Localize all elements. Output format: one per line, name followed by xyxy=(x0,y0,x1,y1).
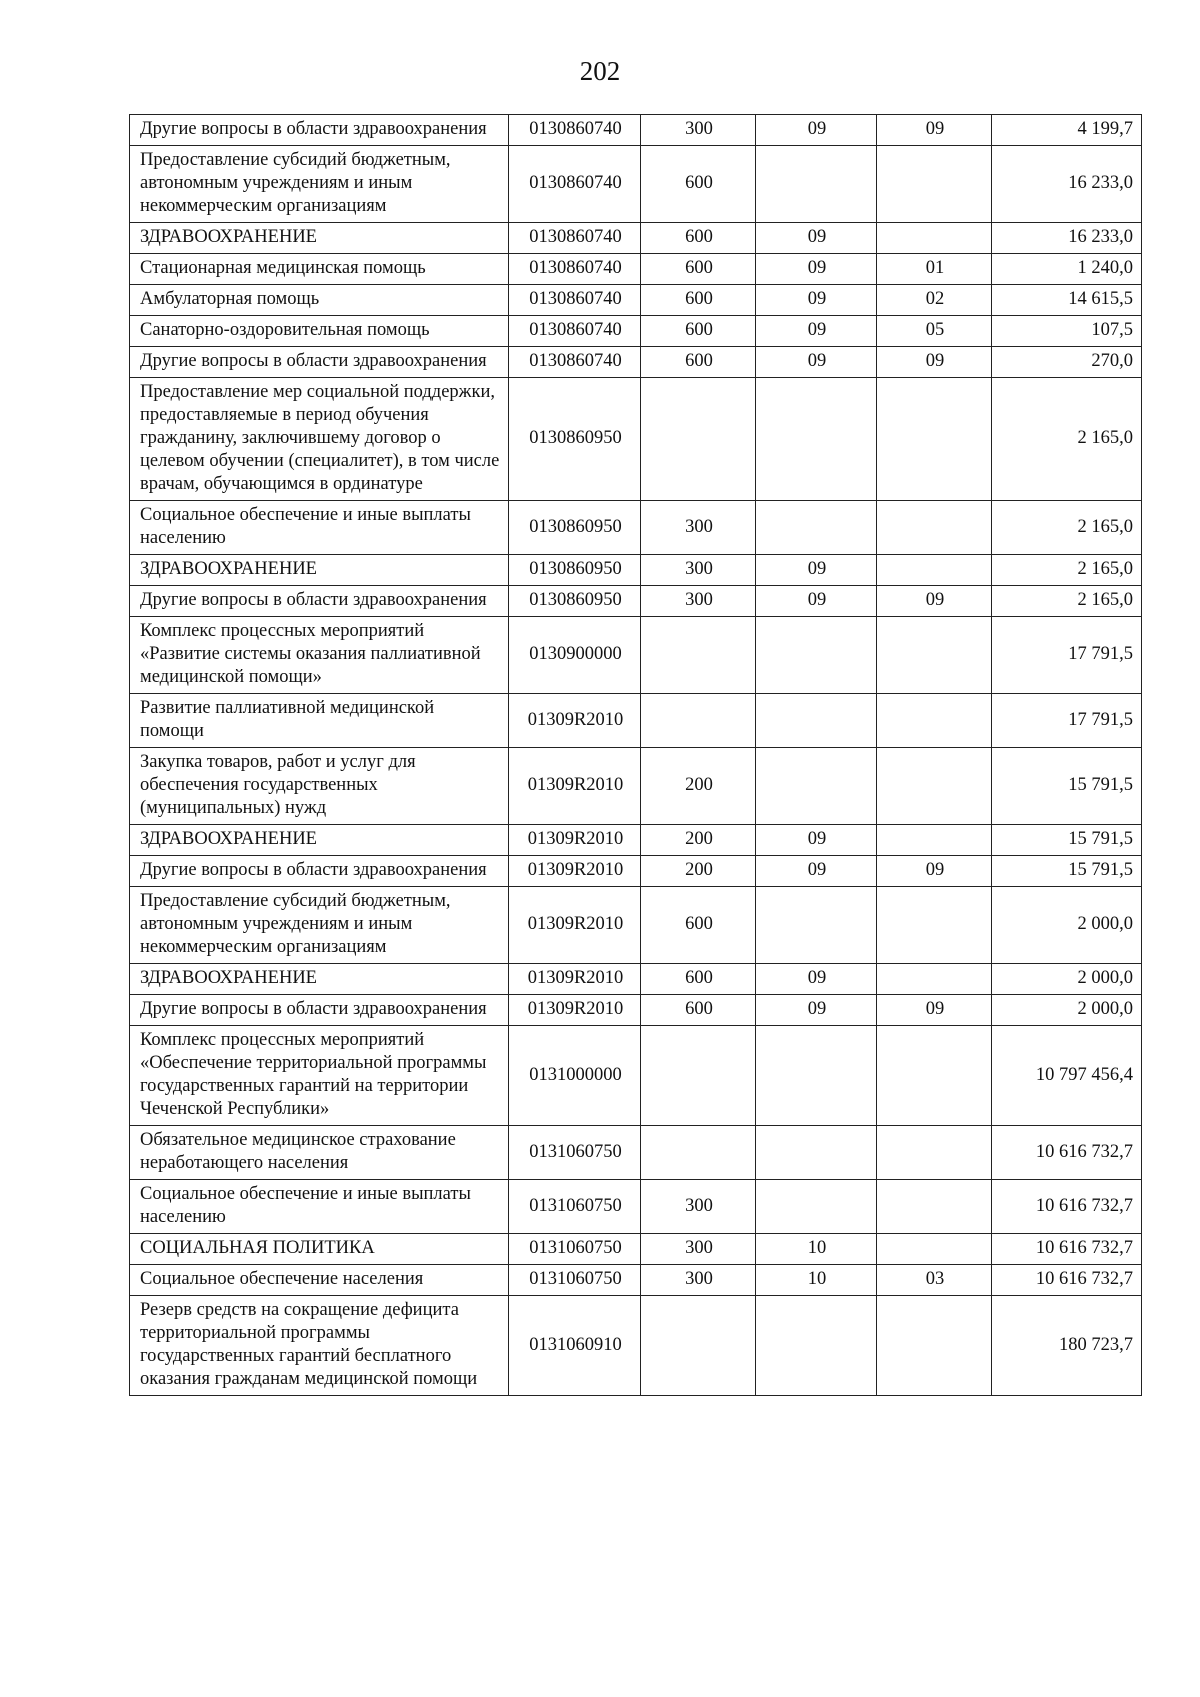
row-name: Санаторно-оздоровительная помощь xyxy=(130,316,509,347)
row-target-article: 01309R2010 xyxy=(509,856,641,887)
row-expense-type: 200 xyxy=(641,825,756,856)
row-section: 09 xyxy=(756,223,877,254)
row-section: 09 xyxy=(756,316,877,347)
row-amount: 15 791,5 xyxy=(992,856,1142,887)
row-section xyxy=(756,501,877,555)
row-target-article: 0130860740 xyxy=(509,254,641,285)
table-row xyxy=(130,378,1142,501)
row-amount: 16 233,0 xyxy=(992,223,1142,254)
row-subsection: 03 xyxy=(877,1265,992,1296)
row-amount: 10 616 732,7 xyxy=(992,1234,1142,1265)
table-row xyxy=(130,555,1142,586)
row-subsection: 09 xyxy=(877,347,992,378)
row-section xyxy=(756,378,877,501)
row-subsection: 05 xyxy=(877,316,992,347)
row-expense-type xyxy=(641,1296,756,1396)
row-section xyxy=(756,146,877,223)
row-target-article: 0131000000 xyxy=(509,1026,641,1126)
row-target-article: 01309R2010 xyxy=(509,887,641,964)
row-name: Резерв средств на сокращение дефицита территориальной программы государственных гарантий бесплатного оказания гражданам медицинской помощи xyxy=(130,1296,509,1396)
row-expense-type: 200 xyxy=(641,748,756,825)
row-target-article: 0131060750 xyxy=(509,1234,641,1265)
table-row xyxy=(130,964,1142,995)
table-row xyxy=(130,748,1142,825)
table-row xyxy=(130,1180,1142,1234)
table-row xyxy=(130,501,1142,555)
row-amount: 270,0 xyxy=(992,347,1142,378)
row-name: Другие вопросы в области здравоохранения xyxy=(130,115,509,146)
row-subsection xyxy=(877,748,992,825)
row-subsection: 01 xyxy=(877,254,992,285)
row-amount: 2 000,0 xyxy=(992,995,1142,1026)
row-subsection xyxy=(877,501,992,555)
row-subsection xyxy=(877,223,992,254)
row-amount: 2 165,0 xyxy=(992,555,1142,586)
row-expense-type xyxy=(641,1026,756,1126)
row-amount: 10 616 732,7 xyxy=(992,1265,1142,1296)
table-row xyxy=(130,285,1142,316)
row-amount: 10 616 732,7 xyxy=(992,1180,1142,1234)
row-expense-type: 200 xyxy=(641,856,756,887)
row-name: Предоставление субсидий бюджетным, автономным учреждениям и иным некоммерческим организациям xyxy=(130,146,509,223)
row-target-article: 0130860950 xyxy=(509,378,641,501)
row-amount: 2 165,0 xyxy=(992,501,1142,555)
row-expense-type xyxy=(641,694,756,748)
table-row xyxy=(130,1296,1142,1396)
row-section: 10 xyxy=(756,1265,877,1296)
row-name: Другие вопросы в области здравоохранения xyxy=(130,856,509,887)
table-row xyxy=(130,1026,1142,1126)
table-row xyxy=(130,1265,1142,1296)
budget-table-body xyxy=(130,115,1142,1396)
table-row xyxy=(130,146,1142,223)
row-section: 10 xyxy=(756,1234,877,1265)
row-section: 09 xyxy=(756,555,877,586)
row-expense-type: 600 xyxy=(641,223,756,254)
row-target-article: 0130900000 xyxy=(509,617,641,694)
row-target-article: 01309R2010 xyxy=(509,825,641,856)
row-name: Другие вопросы в области здравоохранения xyxy=(130,995,509,1026)
row-amount: 16 233,0 xyxy=(992,146,1142,223)
row-subsection xyxy=(877,146,992,223)
row-expense-type: 600 xyxy=(641,285,756,316)
row-subsection: 02 xyxy=(877,285,992,316)
row-name: Социальное обеспечение и иные выплаты населению xyxy=(130,501,509,555)
row-target-article: 01309R2010 xyxy=(509,964,641,995)
row-subsection xyxy=(877,1180,992,1234)
budget-table xyxy=(129,114,1142,1396)
row-target-article: 0130860740 xyxy=(509,285,641,316)
row-expense-type: 300 xyxy=(641,1265,756,1296)
row-amount: 2 000,0 xyxy=(992,964,1142,995)
row-amount: 180 723,7 xyxy=(992,1296,1142,1396)
row-expense-type: 300 xyxy=(641,555,756,586)
row-subsection xyxy=(877,825,992,856)
row-amount: 17 791,5 xyxy=(992,617,1142,694)
row-target-article: 01309R2010 xyxy=(509,694,641,748)
row-subsection xyxy=(877,1296,992,1396)
row-name: Другие вопросы в области здравоохранения xyxy=(130,586,509,617)
row-amount: 14 615,5 xyxy=(992,285,1142,316)
row-section: 09 xyxy=(756,347,877,378)
row-amount: 1 240,0 xyxy=(992,254,1142,285)
row-amount: 10 616 732,7 xyxy=(992,1126,1142,1180)
table-row xyxy=(130,995,1142,1026)
row-name: Обязательное медицинское страхование неработающего населения xyxy=(130,1126,509,1180)
table-row xyxy=(130,825,1142,856)
row-expense-type: 600 xyxy=(641,316,756,347)
row-target-article: 01309R2010 xyxy=(509,995,641,1026)
row-amount: 2 165,0 xyxy=(992,586,1142,617)
row-section: 09 xyxy=(756,254,877,285)
row-target-article: 0130860740 xyxy=(509,316,641,347)
row-amount: 4 199,7 xyxy=(992,115,1142,146)
row-subsection xyxy=(877,1126,992,1180)
row-expense-type: 600 xyxy=(641,146,756,223)
row-section: 09 xyxy=(756,115,877,146)
row-section xyxy=(756,694,877,748)
row-amount: 15 791,5 xyxy=(992,748,1142,825)
row-target-article: 0131060750 xyxy=(509,1265,641,1296)
table-row xyxy=(130,586,1142,617)
table-row xyxy=(130,856,1142,887)
row-subsection: 09 xyxy=(877,856,992,887)
row-amount: 2 000,0 xyxy=(992,887,1142,964)
row-name: Комплекс процессных мероприятий «Обеспечение территориальной программы государственных гарантий на территории Чеченской Республики» xyxy=(130,1026,509,1126)
row-amount: 107,5 xyxy=(992,316,1142,347)
row-target-article: 0130860950 xyxy=(509,555,641,586)
row-name: Предоставление мер социальной поддержки, предоставляемые в период обучения гражданину, заключившему договор о целевом обучении (специалитет), в том числе врачам, обучающимся в ординатуре xyxy=(130,378,509,501)
row-target-article: 0130860740 xyxy=(509,146,641,223)
row-name: Развитие паллиативной медицинской помощи xyxy=(130,694,509,748)
row-subsection xyxy=(877,694,992,748)
row-name: ЗДРАВООХРАНЕНИЕ xyxy=(130,964,509,995)
row-subsection xyxy=(877,555,992,586)
row-subsection xyxy=(877,378,992,501)
row-expense-type xyxy=(641,1126,756,1180)
row-subsection: 09 xyxy=(877,115,992,146)
row-section xyxy=(756,1126,877,1180)
row-subsection: 09 xyxy=(877,586,992,617)
row-name: ЗДРАВООХРАНЕНИЕ xyxy=(130,825,509,856)
row-section: 09 xyxy=(756,586,877,617)
row-name: Социальное обеспечение населения xyxy=(130,1265,509,1296)
table-row xyxy=(130,1234,1142,1265)
table-row xyxy=(130,887,1142,964)
row-name: СОЦИАЛЬНАЯ ПОЛИТИКА xyxy=(130,1234,509,1265)
row-section xyxy=(756,887,877,964)
row-target-article: 0130860950 xyxy=(509,501,641,555)
row-name: Социальное обеспечение и иные выплаты населению xyxy=(130,1180,509,1234)
row-subsection xyxy=(877,964,992,995)
row-section: 09 xyxy=(756,856,877,887)
row-section xyxy=(756,617,877,694)
row-section: 09 xyxy=(756,285,877,316)
row-expense-type: 300 xyxy=(641,501,756,555)
row-amount: 15 791,5 xyxy=(992,825,1142,856)
row-amount: 10 797 456,4 xyxy=(992,1026,1142,1126)
row-expense-type: 300 xyxy=(641,115,756,146)
row-amount: 17 791,5 xyxy=(992,694,1142,748)
row-expense-type: 600 xyxy=(641,995,756,1026)
row-expense-type: 300 xyxy=(641,1180,756,1234)
table-row xyxy=(130,617,1142,694)
row-target-article: 0130860740 xyxy=(509,115,641,146)
row-expense-type: 300 xyxy=(641,586,756,617)
row-name: ЗДРАВООХРАНЕНИЕ xyxy=(130,223,509,254)
row-name: Амбулаторная помощь xyxy=(130,285,509,316)
row-name: Стационарная медицинская помощь xyxy=(130,254,509,285)
row-expense-type: 600 xyxy=(641,887,756,964)
row-name: Другие вопросы в области здравоохранения xyxy=(130,347,509,378)
row-expense-type xyxy=(641,378,756,501)
table-row xyxy=(130,223,1142,254)
row-name: Предоставление субсидий бюджетным, автономным учреждениям и иным некоммерческим организациям xyxy=(130,887,509,964)
row-section: 09 xyxy=(756,825,877,856)
row-section xyxy=(756,1180,877,1234)
table-row xyxy=(130,1126,1142,1180)
row-name: ЗДРАВООХРАНЕНИЕ xyxy=(130,555,509,586)
row-target-article: 0131060910 xyxy=(509,1296,641,1396)
table-row xyxy=(130,316,1142,347)
row-section xyxy=(756,1296,877,1396)
row-target-article: 0131060750 xyxy=(509,1180,641,1234)
row-expense-type: 600 xyxy=(641,254,756,285)
table-row xyxy=(130,694,1142,748)
row-expense-type: 300 xyxy=(641,1234,756,1265)
row-target-article: 0130860950 xyxy=(509,586,641,617)
row-expense-type xyxy=(641,617,756,694)
table-row xyxy=(130,347,1142,378)
table-row xyxy=(130,115,1142,146)
row-section: 09 xyxy=(756,995,877,1026)
row-expense-type: 600 xyxy=(641,964,756,995)
row-subsection xyxy=(877,887,992,964)
row-target-article: 0130860740 xyxy=(509,347,641,378)
row-name: Закупка товаров, работ и услуг для обеспечения государственных (муниципальных) нужд xyxy=(130,748,509,825)
row-section: 09 xyxy=(756,964,877,995)
row-expense-type: 600 xyxy=(641,347,756,378)
row-section xyxy=(756,1026,877,1126)
row-target-article: 0130860740 xyxy=(509,223,641,254)
row-subsection: 09 xyxy=(877,995,992,1026)
row-target-article: 01309R2010 xyxy=(509,748,641,825)
row-target-article: 0131060750 xyxy=(509,1126,641,1180)
table-row xyxy=(130,254,1142,285)
row-subsection xyxy=(877,1234,992,1265)
page-number: 202 xyxy=(579,56,621,86)
row-section xyxy=(756,748,877,825)
row-subsection xyxy=(877,617,992,694)
row-amount: 2 165,0 xyxy=(992,378,1142,501)
row-name: Комплекс процессных мероприятий «Развитие системы оказания паллиативной медицинской помощи» xyxy=(130,617,509,694)
row-subsection xyxy=(877,1026,992,1126)
